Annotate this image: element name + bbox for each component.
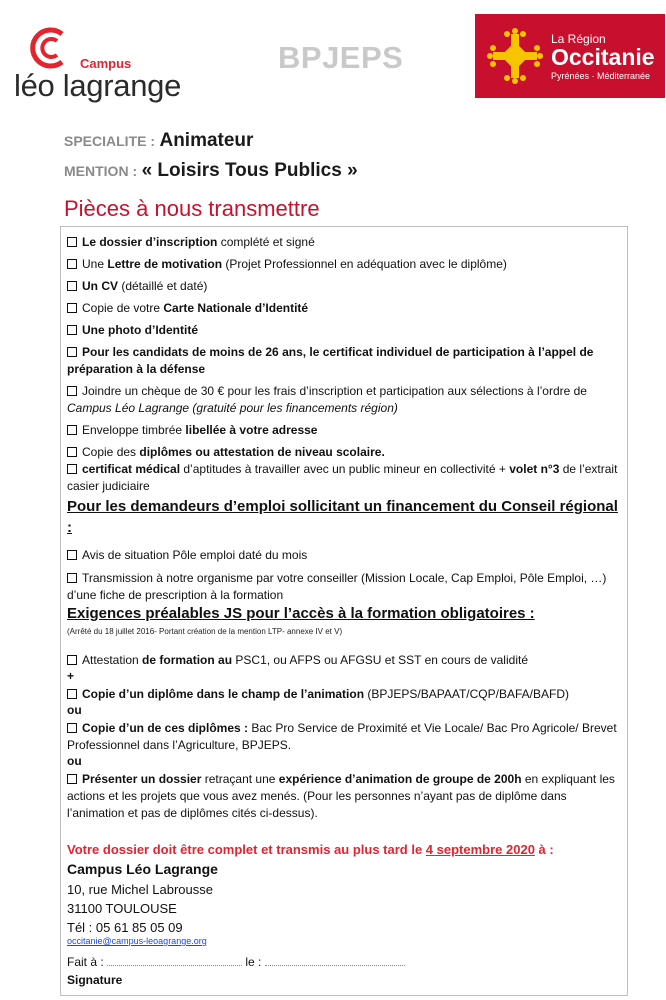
pieces-title: Pièces à nous transmettre [64, 196, 320, 221]
email-link[interactable]: occitanie@campus-leoagrange.org [67, 936, 207, 946]
checkbox-icon[interactable] [67, 464, 77, 474]
address-name: Campus Léo Lagrange [67, 861, 218, 877]
mention-line [64, 160, 358, 182]
campus-c-logo-icon [28, 26, 72, 70]
address-city: 31100 TOULOUSE [67, 901, 177, 916]
list-item: Présenter un dossier retraçant une expérience d’animation de groupe de 200h en expliquant les actions et les projets que vous avez menés. (Pour les personnes n’ayant pas de diplôme dans l’animation et pas de diplômes cités ci-dessus). [67, 772, 615, 820]
document-title: BPJEPS [278, 40, 404, 75]
connector-plus: + [67, 669, 75, 683]
list-item: Attestation de formation au PSC1, ou AFPS ou AFGSU et SST en cours de validité [67, 652, 623, 669]
list-item: Transmission à notre organisme par votre conseiller (Mission Locale, Cap Emploi, Pôle Emploi, …) d’une fiche de prescription à la formation [67, 571, 607, 602]
checkbox-icon[interactable] [67, 425, 77, 435]
list-item: Enveloppe timbrée libellée à votre adresse [67, 422, 623, 439]
list-item: Copie d’un de ces diplômes : Bac Pro Service de Proximité et Vie Locale/ Bac Pro Agricole/ Brevet Professionnel dans l’Agriculture, BPJEPS. [67, 721, 617, 752]
checkbox-icon[interactable] [67, 347, 77, 357]
checkbox-icon[interactable] [67, 237, 77, 247]
checkbox-icon[interactable] [67, 281, 77, 291]
region-subtitle: Pyrénées · Méditerranée [551, 71, 651, 81]
region-occitanie-logo [475, 14, 665, 98]
checkbox-icon[interactable] [67, 689, 77, 699]
list-item: Un CV (détaillé et daté) [67, 278, 623, 295]
specialite-value: Animateur [159, 130, 254, 151]
checkbox-icon[interactable] [67, 259, 77, 269]
section-title-conseil: Pour les demandeurs d’emploi sollicitant un financement du Conseil régional : [67, 498, 618, 536]
list-item: Une Lettre de motivation (Projet Professionnel en adéquation avec le diplôme) [67, 256, 623, 273]
list-item: Copie de votre Carte Nationale d’Identité [67, 300, 623, 317]
checkbox-icon[interactable] [67, 550, 77, 560]
list-item: Une photo d’Identité [67, 322, 623, 339]
mention-label: MENTION : [64, 163, 138, 179]
section-note: (Arrêté du 18 juillet 2016- Portant création de la mention LTP- annexe IV et V) [67, 627, 343, 636]
fait-a-label: Fait à : [67, 955, 104, 969]
checkbox-icon[interactable] [67, 655, 77, 665]
section-title-js: Exigences préalables JS pour l’accès à la formation obligatoires : [67, 605, 535, 622]
mention-value: « Loisirs Tous Publics » [141, 160, 358, 181]
checkbox-icon[interactable] [67, 447, 77, 457]
campus-leo-lagrange-logo [14, 26, 214, 110]
address-street: 10, rue Michel Labrousse [67, 882, 213, 897]
date-field[interactable] [265, 956, 405, 966]
checkbox-icon[interactable] [67, 723, 77, 733]
checkbox-icon[interactable] [67, 386, 77, 396]
list-item: Le dossier d’inscription complété et signé [67, 234, 623, 251]
checkbox-icon[interactable] [67, 573, 77, 583]
occitan-cross-icon [485, 26, 545, 86]
connector-or: ou [67, 754, 82, 768]
region-name: Occitanie [551, 44, 655, 70]
specialite-label: SPECIALITE : [64, 133, 156, 149]
list-item: Copie d’un diplôme dans le champ de l’animation (BPJEPS/BAPAAT/CQP/BAFA/BAFD) [67, 686, 623, 703]
deadline-notice: Votre dossier doit être complet et transmis au plus tard le 4 septembre 2020 à : [67, 842, 554, 857]
signature-label: Signature [67, 973, 123, 987]
list-item: Joindre un chèque de 30 € pour les frais d’inscription et participation aux sélections à l’ordre de Campus Léo Lagrange (gratuité pour les financements région) [67, 384, 587, 415]
campus-name: léo lagrange [14, 68, 182, 103]
region-la-label: La Région [551, 32, 606, 46]
campus-word: Campus [80, 56, 132, 71]
connector-or: ou [67, 703, 82, 717]
le-label: le : [245, 955, 262, 969]
address-phone: Tél : 05 61 85 05 09 [67, 920, 183, 935]
checkbox-icon[interactable] [67, 303, 77, 313]
list-item: Avis de situation Pôle emploi daté du mois [67, 547, 623, 564]
checkbox-icon[interactable] [67, 325, 77, 335]
checkbox-icon[interactable] [67, 774, 77, 784]
list-item: Copie des diplômes ou attestation de niveau scolaire. [67, 444, 623, 461]
deadline-date: 4 septembre 2020 [425, 842, 535, 857]
fait-a-field[interactable] [107, 956, 242, 966]
list-item: Pour les candidats de moins de 26 ans, le certificat individuel de participation à l’appel de préparation à la défense [67, 345, 594, 376]
specialite-line [64, 130, 253, 152]
fait-a-line [67, 955, 405, 969]
list-item: certificat médical d’aptitudes à travailler avec un public mineur en collectivité + volet n°3 de l’extrait casier judiciaire [67, 462, 618, 493]
